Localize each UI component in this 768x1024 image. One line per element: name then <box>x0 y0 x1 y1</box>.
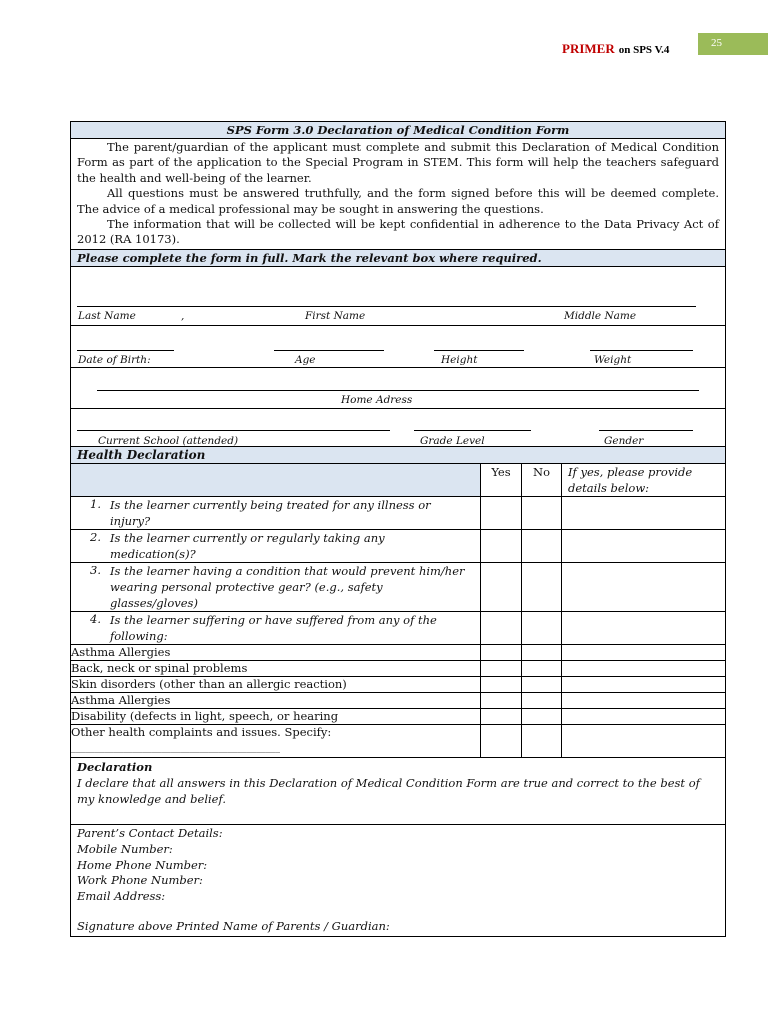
condition-item-other <box>71 724 481 757</box>
no-checkbox-cell[interactable] <box>522 708 562 724</box>
name-fields-row <box>71 267 725 326</box>
school-row <box>71 409 725 447</box>
table-row <box>71 692 725 708</box>
table-row <box>71 724 725 757</box>
no-checkbox-cell[interactable] <box>522 724 562 757</box>
brand-title <box>562 40 669 58</box>
declaration-text: I declare that all answers in this Declaration of Medical Condition Form are true and correct to the best of my knowledge and belief. <box>77 776 700 807</box>
table-row <box>71 562 725 611</box>
health-declaration-table-wrap <box>71 464 725 759</box>
details-cell[interactable] <box>562 562 726 611</box>
yes-checkbox-cell[interactable] <box>481 644 522 660</box>
name-line[interactable] <box>77 306 696 307</box>
brand-secondary: on SPS V.4 <box>618 44 670 56</box>
bio-fields-row <box>71 326 725 368</box>
no-checkbox-cell[interactable] <box>522 562 562 611</box>
dob-line[interactable] <box>77 350 174 351</box>
details-cell[interactable] <box>562 676 726 692</box>
details-column-header: If yes, please provide details below: <box>562 464 726 497</box>
details-cell[interactable] <box>562 611 726 644</box>
grade-label: Grade Level <box>420 434 485 447</box>
no-column-header: No <box>522 464 562 497</box>
yes-checkbox-cell[interactable] <box>481 676 522 692</box>
details-cell[interactable] <box>562 660 726 676</box>
yes-checkbox-cell[interactable] <box>481 529 522 562</box>
brand-primary: PRIMER <box>562 41 615 56</box>
email-label: Email Address: <box>77 888 166 903</box>
gender-label: Gender <box>604 434 644 447</box>
height-line[interactable] <box>434 350 524 351</box>
mobile-number-label: Mobile Number: <box>77 841 173 856</box>
table-row <box>71 676 725 692</box>
condition-item: Back, neck or spinal problems <box>71 660 481 676</box>
condition-item: Asthma Allergies <box>71 692 481 708</box>
weight-label: Weight <box>594 353 632 366</box>
yes-checkbox-cell[interactable] <box>481 692 522 708</box>
condition-item: Disability (defects in light, speech, or hearing <box>71 708 481 724</box>
intro-paragraph-3: The information that will be collected will be kept confidential in adherence to the Data Privacy Act of 2012 (RA 10173). <box>77 217 719 247</box>
details-cell[interactable] <box>562 496 726 529</box>
question-number: 3. <box>90 562 101 577</box>
declaration-section <box>71 758 725 825</box>
grade-line[interactable] <box>414 430 531 431</box>
details-cell[interactable] <box>562 692 726 708</box>
question-text: Is the learner currently being treated for any illness or injury? <box>110 497 431 528</box>
yes-checkbox-cell[interactable] <box>481 724 522 757</box>
question-text: Is the learner having a condition that would prevent him/her wearing personal protective gear? (e.g., safety glasses/gloves) <box>110 563 465 610</box>
intro-paragraph-2: All questions must be answered truthfully, and the form signed before this will be deemed complete. The advice of a medical professional may be sought in answering the questions. <box>77 186 719 216</box>
form-instruction: Please complete the form in full. Mark the relevant box where required. <box>71 250 725 267</box>
school-line[interactable] <box>77 430 390 431</box>
work-phone-label: Work Phone Number: <box>77 873 203 888</box>
details-cell[interactable] <box>562 529 726 562</box>
details-cell[interactable] <box>562 724 726 757</box>
health-declaration-table <box>71 464 725 758</box>
table-row <box>71 529 725 562</box>
intro-paragraph-1: The parent/guardian of the applicant must complete and submit this Declaration of Medical Condition Form as part of the application to the Special Program in STEM. This form will help the teachers safeguard the health and well-being of the learner. <box>77 140 719 185</box>
first-name-label: First Name <box>305 309 366 322</box>
yes-checkbox-cell[interactable] <box>481 708 522 724</box>
declaration-title: Declaration <box>77 760 153 775</box>
school-label: Current School (attended) <box>98 434 239 447</box>
yes-checkbox-cell[interactable] <box>481 562 522 611</box>
other-complaints-blank[interactable]: ____________________________________________ <box>71 741 280 753</box>
question-number: 1. <box>90 496 101 511</box>
table-row <box>71 708 725 724</box>
yes-checkbox-cell[interactable] <box>481 660 522 676</box>
signature-label: Signature above Printed Name of Parents / Guardian: <box>77 919 390 934</box>
yes-checkbox-cell[interactable] <box>481 496 522 529</box>
no-checkbox-cell[interactable] <box>522 676 562 692</box>
page-number-badge: 25 <box>698 33 768 55</box>
address-label: Home Adress <box>341 393 413 406</box>
no-checkbox-cell[interactable] <box>522 496 562 529</box>
contact-title: Parent’s Contact Details: <box>77 826 223 841</box>
form-title: SPS Form 3.0 Declaration of Medical Condition Form <box>71 122 725 139</box>
form-intro <box>71 139 725 250</box>
question-number: 2. <box>90 529 101 544</box>
age-line[interactable] <box>274 350 384 351</box>
last-name-label: Last Name <box>78 309 136 322</box>
weight-line[interactable] <box>590 350 693 351</box>
table-header-row <box>71 464 725 497</box>
question-header-cell <box>71 464 481 497</box>
age-label: Age <box>295 353 316 366</box>
home-phone-label: Home Phone Number: <box>77 857 208 872</box>
gender-line[interactable] <box>599 430 693 431</box>
height-label: Height <box>441 353 478 366</box>
question-text: Is the learner suffering or have suffered from any of the following: <box>110 612 437 643</box>
no-checkbox-cell[interactable] <box>522 529 562 562</box>
table-row <box>71 611 725 644</box>
details-cell[interactable] <box>562 708 726 724</box>
no-checkbox-cell[interactable] <box>522 692 562 708</box>
question-number: 4. <box>90 611 101 626</box>
table-row <box>71 644 725 660</box>
no-checkbox-cell[interactable] <box>522 611 562 644</box>
no-checkbox-cell[interactable] <box>522 660 562 676</box>
yes-checkbox-cell[interactable] <box>481 611 522 644</box>
medical-condition-form <box>70 121 726 937</box>
table-row <box>71 660 725 676</box>
address-line[interactable] <box>97 390 699 391</box>
name-comma: , <box>181 309 185 322</box>
condition-item: Skin disorders (other than an allergic reaction) <box>71 676 481 692</box>
middle-name-label: Middle Name <box>564 309 637 322</box>
contact-section <box>71 825 725 936</box>
question-text: Is the learner currently or regularly taking any medication(s)? <box>110 530 385 561</box>
condition-item: Asthma Allergies <box>71 644 481 660</box>
address-row <box>71 368 725 409</box>
details-cell[interactable] <box>562 644 726 660</box>
no-checkbox-cell[interactable] <box>522 644 562 660</box>
dob-label: Date of Birth: <box>78 353 151 366</box>
health-declaration-heading: Health Declaration <box>71 447 725 464</box>
other-complaints-label: Other health complaints and issues. Specify: <box>71 724 332 739</box>
table-row <box>71 496 725 529</box>
yes-column-header: Yes <box>481 464 522 497</box>
